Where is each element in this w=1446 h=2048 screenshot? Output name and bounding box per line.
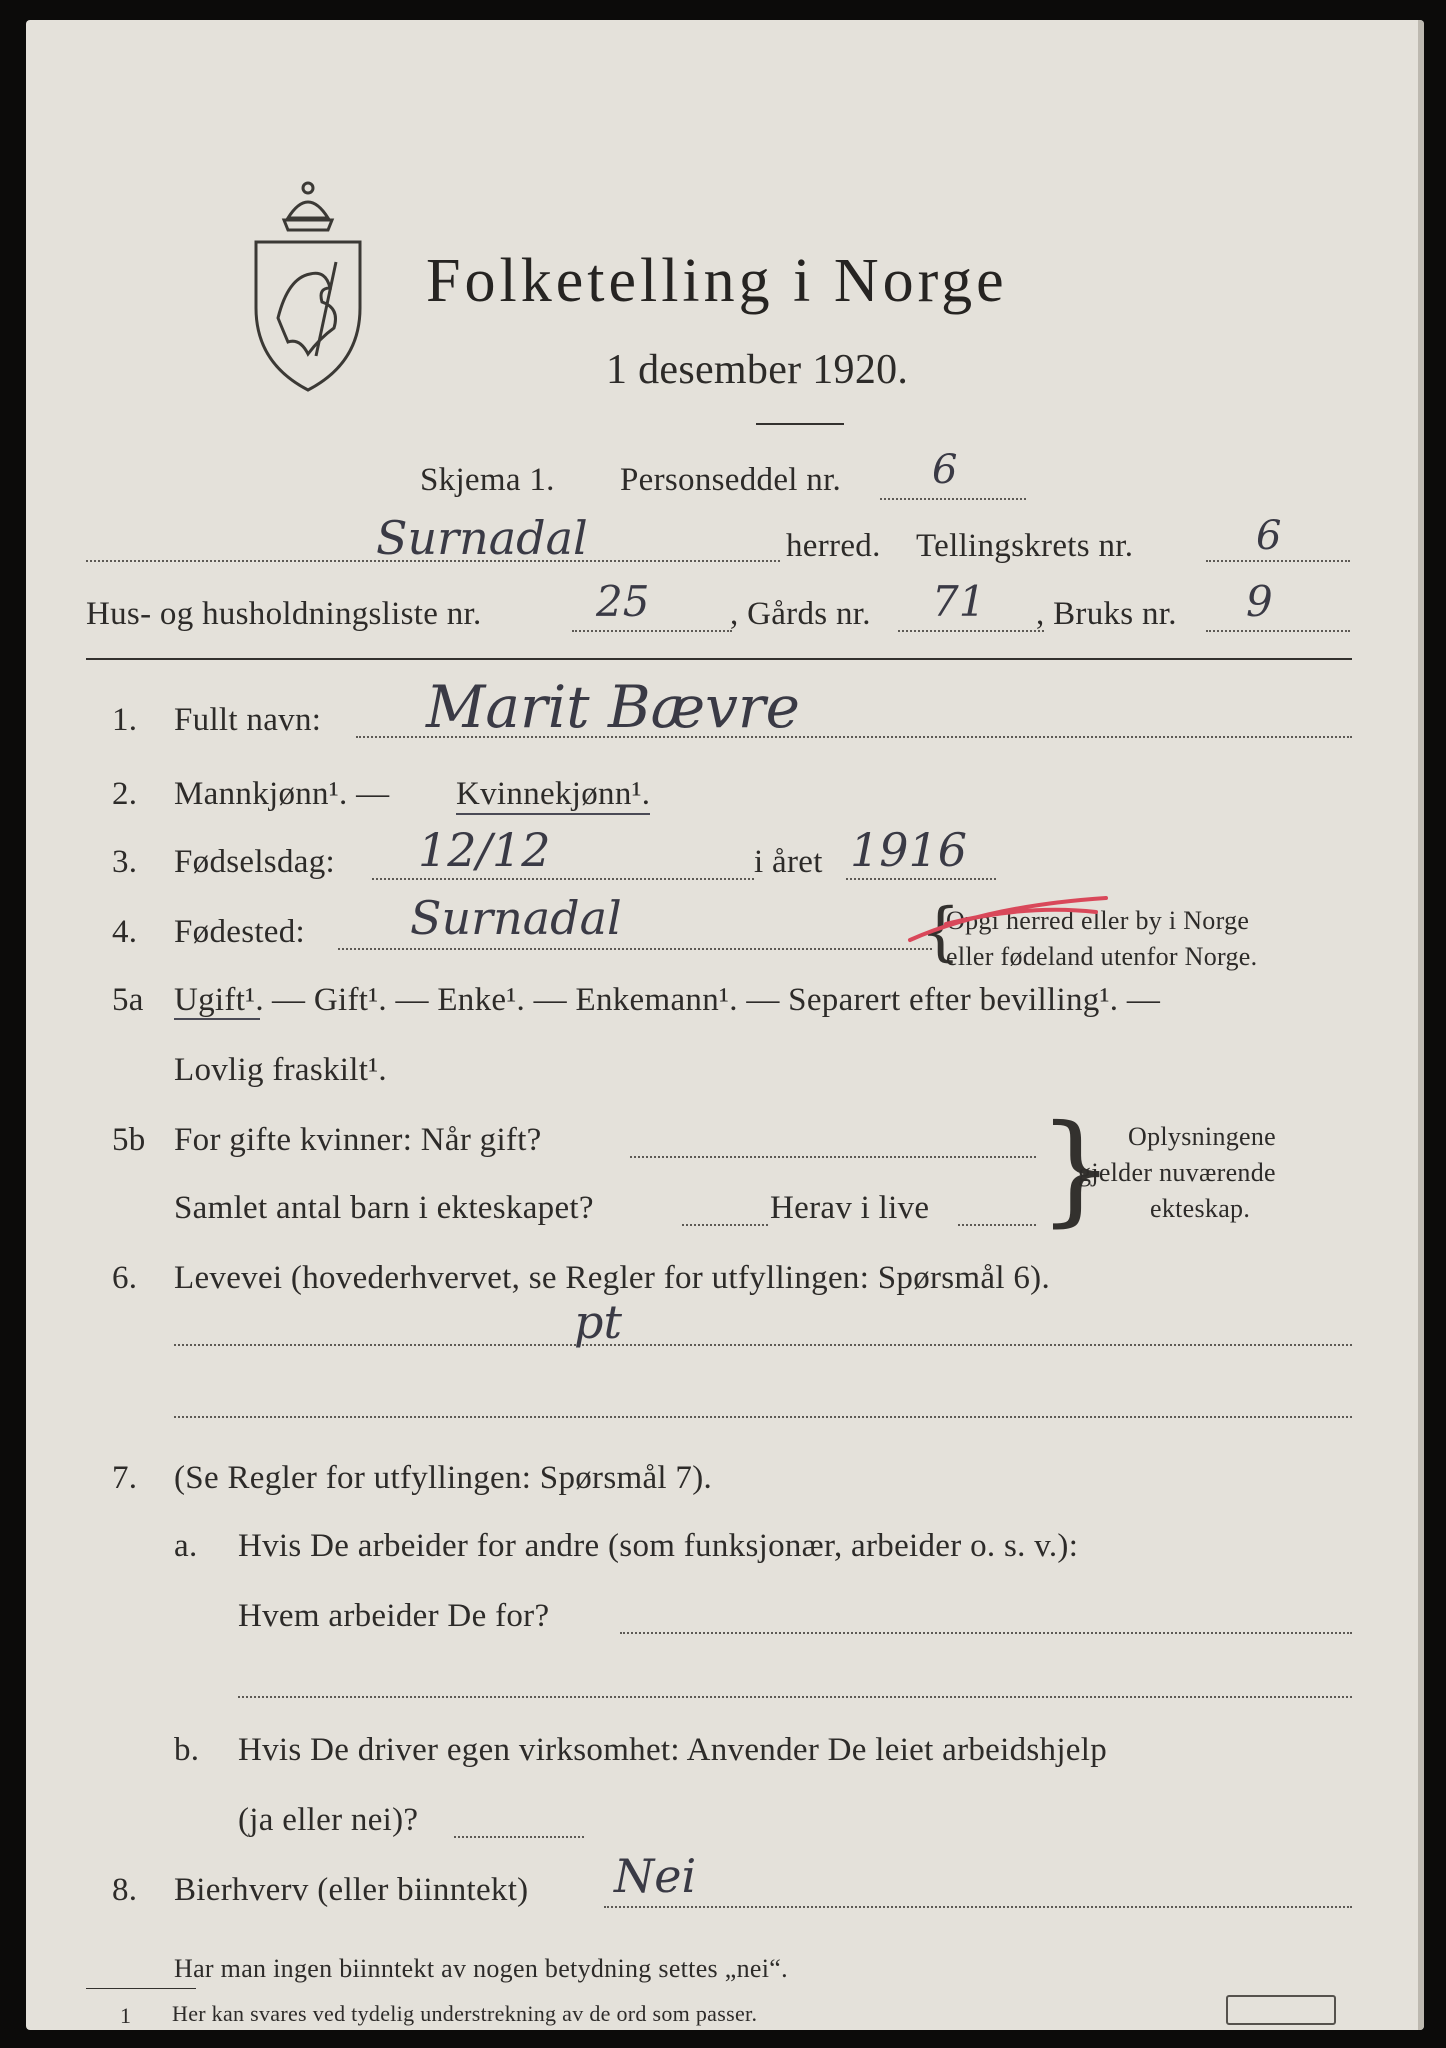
bruks-value[interactable]: 9: [1246, 577, 1273, 626]
gards-label: , Gårds nr.: [730, 596, 871, 632]
q5b-note-line3: ekteskap.: [1150, 1194, 1251, 1223]
bruks-label: , Bruks nr.: [1036, 596, 1177, 632]
herred-value[interactable]: Surnadal: [376, 511, 588, 565]
q2-kvinne: Kvinnekjønn¹.: [456, 776, 651, 812]
paper-edge: [1418, 20, 1424, 2030]
q5a-ugift: Ugift¹.: [174, 982, 264, 1018]
footer-note: Har man ingen biinntekt av nogen betydning settes „nei“.: [174, 1954, 788, 1983]
q6-value[interactable]: pt: [574, 1295, 622, 1349]
form-date: 1 desember 1920.: [606, 347, 909, 393]
title-divider: [756, 423, 844, 425]
gards-value[interactable]: 71: [932, 577, 986, 626]
q5b-label2: Samlet antal barn i ekteskapet?: [174, 1190, 594, 1226]
q3-year-line: [846, 878, 996, 880]
q4-brace: {: [920, 895, 961, 969]
q7-label: (Se Regler for utfyllingen: Spørsmål 7).: [174, 1460, 713, 1496]
q7-number: 7.: [112, 1460, 138, 1496]
q2-number: 2.: [112, 776, 138, 812]
printer-stamp: [1226, 1995, 1336, 2025]
q3-value[interactable]: 12/12: [418, 823, 551, 877]
q5b-note-line1: Oplysningene: [1128, 1122, 1277, 1151]
q6-number: 6.: [112, 1260, 138, 1296]
q8-value[interactable]: Nei: [614, 1849, 697, 1903]
q7a-label1: Hvis De arbeider for andre (som funksjonær, arbeider o. s. v.):: [238, 1528, 1079, 1564]
q5b-line2: [682, 1224, 768, 1226]
q5b-label3: Herav i live: [770, 1190, 930, 1226]
q4-note-line2: eller fødeland utenfor Norge.: [946, 942, 1258, 971]
q7a-label2: Hvem arbeider De for?: [238, 1598, 550, 1634]
personseddel-value[interactable]: 6: [932, 447, 958, 493]
tellingskrets-label: Tellingskrets nr.: [916, 528, 1134, 564]
q3-label: Fødselsdag:: [174, 844, 335, 880]
footer-rule: [86, 1988, 196, 1989]
personseddel-label: Personseddel nr.: [620, 462, 842, 498]
q6-line2: [174, 1416, 1352, 1418]
q4-line: [338, 948, 932, 950]
q5a-ugift-underline: [174, 1018, 260, 1020]
red-correction-mark: [906, 888, 1116, 948]
q6-line1: [174, 1344, 1352, 1346]
q3-year-label: i året: [754, 844, 823, 880]
gards-line: [898, 630, 1044, 632]
q8-line: [604, 1906, 1352, 1908]
q1-value[interactable]: Marit Bævre: [426, 673, 800, 741]
q5b-note-line2: gjelder nuværende: [1078, 1158, 1276, 1187]
header-separator: [86, 658, 1352, 660]
q4-note-line1: Opgi herred eller by i Norge: [946, 906, 1250, 935]
tellingskrets-value[interactable]: 6: [1256, 513, 1282, 559]
coat-of-arms-icon: [248, 178, 368, 400]
q5b-number: 5b: [112, 1122, 146, 1158]
bruks-line: [1206, 630, 1350, 632]
personseddel-line: [880, 498, 1026, 500]
hus-label: Hus- og husholdningsliste nr.: [86, 596, 482, 632]
q7a-line2: [238, 1696, 1352, 1698]
q2-mann: Mannkjønn¹. —: [174, 776, 390, 812]
q7b-label2: (ja eller nei)?: [238, 1802, 419, 1838]
herred-label: herred.: [786, 528, 881, 564]
q6-label: Levevei (hovederhvervet, se Regler for utfyllingen: Spørsmål 6).: [174, 1260, 1051, 1296]
q5b-line3: [958, 1224, 1036, 1226]
q3-year-value[interactable]: 1916: [850, 823, 968, 877]
q8-number: 8.: [112, 1872, 138, 1908]
q1-label: Fullt navn:: [174, 702, 322, 738]
q4-number: 4.: [112, 914, 138, 950]
q7b-label1: Hvis De driver egen virksomhet: Anvender De leiet arbeidshjelp: [238, 1732, 1108, 1768]
q5a-number: 5a: [112, 982, 144, 1018]
q7a-number: a.: [174, 1528, 198, 1564]
q7b-number: b.: [174, 1732, 200, 1768]
census-form: [26, 20, 1424, 2030]
form-title: Folketelling i Norge: [426, 247, 1008, 315]
skjema-label: Skjema 1.: [420, 462, 555, 498]
q2-kvinne-underline: [456, 813, 650, 815]
q8-label: Bierhverv (eller biinntekt): [174, 1872, 529, 1908]
q7a-line1: [620, 1632, 1352, 1634]
q7b-line: [454, 1836, 584, 1838]
q3-line: [372, 878, 754, 880]
q5b-brace: }: [1038, 1100, 1115, 1239]
hus-line: [572, 630, 732, 632]
q5a-options: — Gift¹. — Enke¹. — Enkemann¹. — Separert efter bevilling¹. —: [272, 982, 1161, 1018]
q3-number: 3.: [112, 844, 138, 880]
q5b-line1: [630, 1156, 1036, 1158]
q4-value[interactable]: Surnadal: [410, 891, 622, 945]
footnote-text: Her kan svares ved tydelig understrekning av de ord som passer.: [172, 2001, 758, 2026]
hus-value[interactable]: 25: [596, 577, 650, 626]
q5b-label1: For gifte kvinner: Når gift?: [174, 1122, 542, 1158]
q1-number: 1.: [112, 702, 138, 738]
q4-label: Fødested:: [174, 914, 306, 950]
q5a-line2: Lovlig fraskilt¹.: [174, 1052, 387, 1088]
footnote-number: 1: [120, 2003, 132, 2028]
